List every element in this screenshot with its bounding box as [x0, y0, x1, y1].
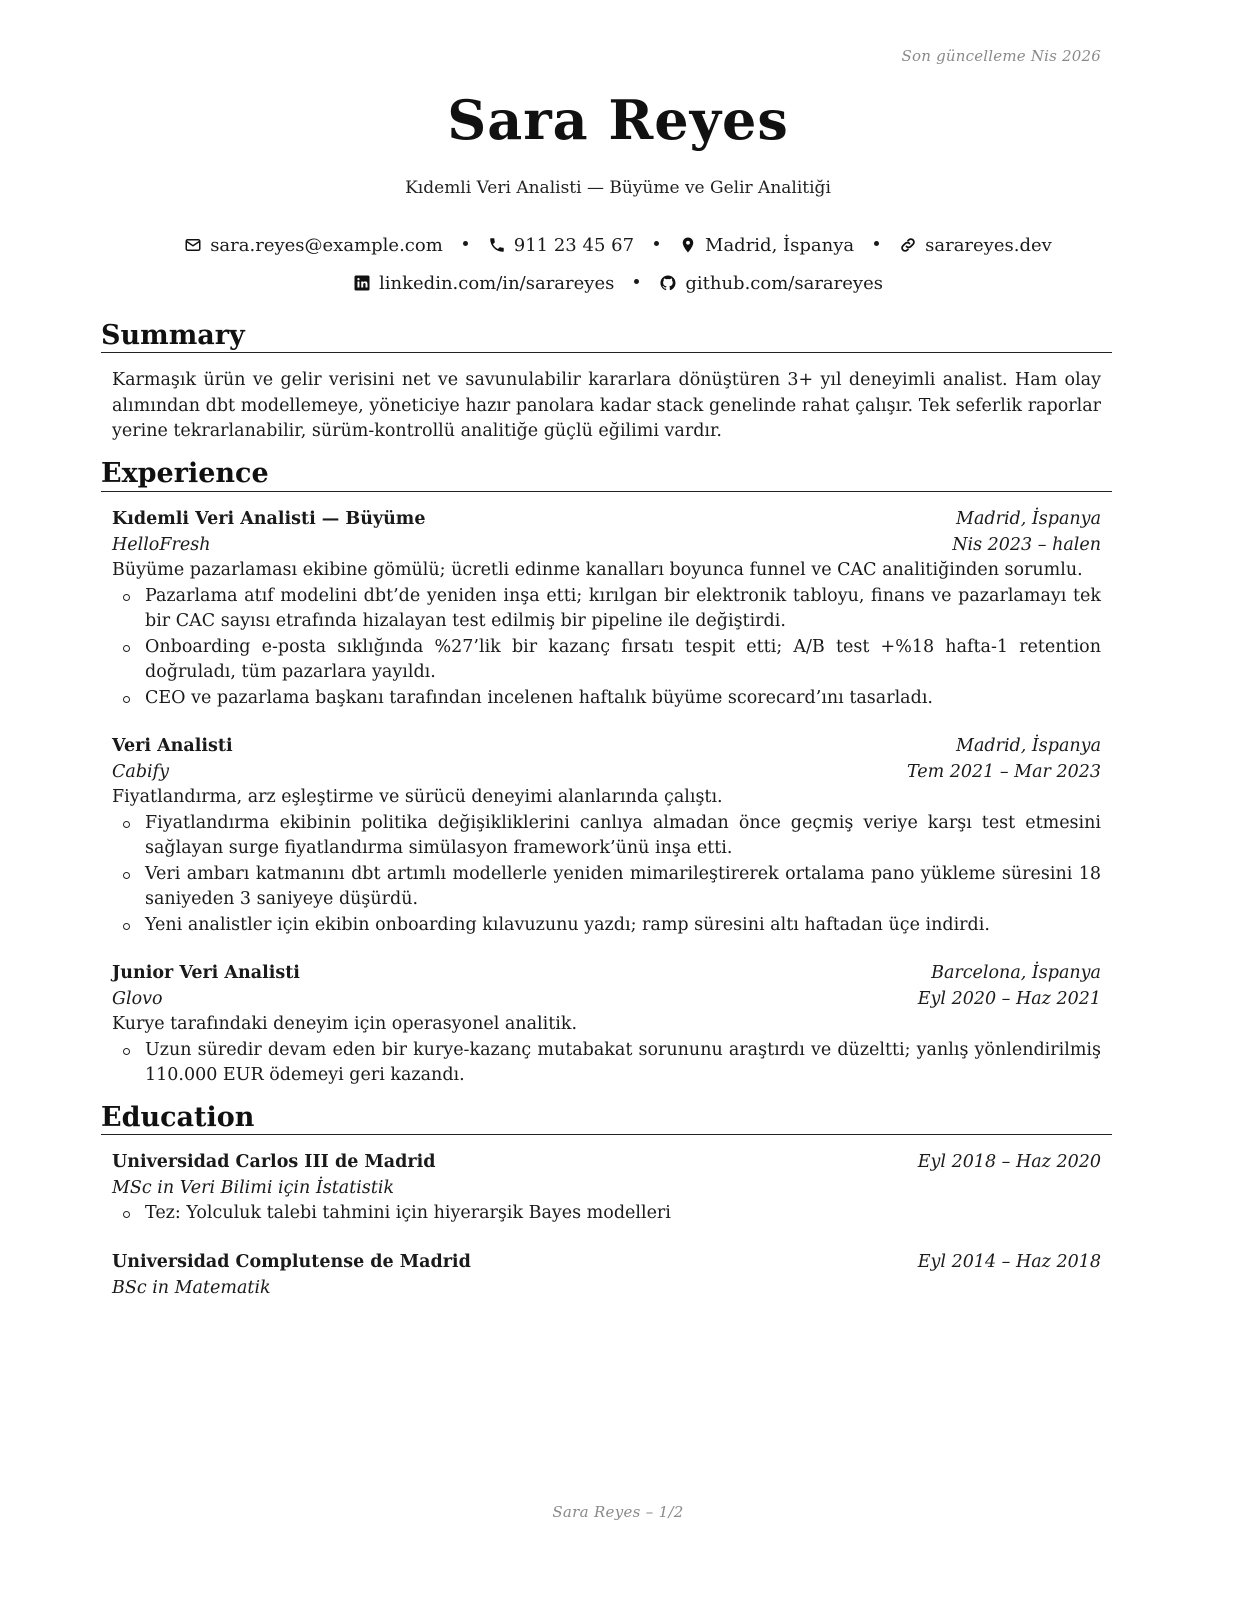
job-title: Kıdemli Veri Analisti — Büyüme: [112, 509, 426, 529]
company-name: HelloFresh: [112, 534, 211, 555]
github-icon: [659, 274, 677, 292]
section-title-summary: Summary: [101, 320, 245, 351]
job-location: Madrid, İspanya: [956, 509, 1101, 529]
job-title: Veri Analisti: [112, 736, 233, 756]
company-name: Glovo: [112, 988, 163, 1009]
contact-row-2: [0, 272, 1236, 294]
list-item: Onboarding e-posta sıklığında %27’lik bir kazanç fırsatı tespit etti; A/B test +%18 hafta-1 retention doğruladı, tüm pazarlara yayıldı.: [112, 635, 1101, 686]
linkedin-icon: [353, 274, 371, 292]
education-entry: [112, 1150, 1101, 1227]
list-item: CEO ve pazarlama başkanı tarafından incelenen haftalık büyüme scorecard’ını tasarladı.: [112, 686, 1101, 712]
education-dates: Eyl 2018 – Haz 2020: [917, 1152, 1101, 1172]
experience-entry: [112, 734, 1101, 938]
list-item: Yeni analistler için ekibin onboarding kılavuzunu yazdı; ramp süresini altı haftadan üçe indirdi.: [112, 913, 1101, 939]
list-item: Uzun süredir devam eden bir kurye-kazanç mutabakat sorununu araştırdı ve düzeltti; yanlış yönlendirilmiş 110.000 EUR ödemeyi geri kazandı.: [112, 1038, 1101, 1089]
page-footer: Sara Reyes – 1/2: [552, 1503, 684, 1521]
link-icon: [899, 236, 917, 254]
linkedin-text: linkedin.com/in/sarareyes: [379, 272, 615, 294]
job-description: Kurye tarafındaki deneyim için operasyonel analitik.: [112, 1014, 578, 1034]
contact-phone[interactable]: [488, 235, 634, 256]
section-rule: [101, 491, 1112, 492]
contact-email[interactable]: [184, 235, 443, 256]
list-item: Pazarlama atıf modelini dbt’de yeniden inşa etti; kırılgan bir elektronik tabloyu, finans ve pazarlamayı tek bir CAC sayısı etrafında hizalayan test edilmiş bir pipeline ile değiştirdi.: [112, 584, 1101, 635]
section-rule: [101, 352, 1112, 353]
separator-dot: [874, 241, 879, 246]
map-pin-icon: [679, 236, 697, 254]
job-dates: Eyl 2020 – Haz 2021: [917, 988, 1101, 1009]
job-title: Junior Veri Analisti: [112, 963, 300, 983]
list-item: Veri ambarı katmanını dbt artımlı modellerle yeniden mimarileştirerek ortalama pano yükleme süresini 18 saniyeden 3 saniyeye düşürdü.: [112, 862, 1101, 913]
bullet-list: [112, 1201, 1101, 1227]
school-name: Universidad Carlos III de Madrid: [112, 1152, 436, 1172]
section-title-experience: Experience: [101, 458, 269, 489]
location-text: Madrid, İspanya: [705, 234, 855, 256]
phone-text: 911 23 45 67: [513, 234, 635, 256]
section-rule: [101, 1134, 1112, 1135]
list-item: Tez: Yolculuk talebi tahmini için hiyerarşik Bayes modelleri: [112, 1201, 1101, 1227]
list-item: Fiyatlandırma ekibinin politika değişikliklerini canlıya almadan önce geçmiş veriye karşı test etmesini sağlayan surge fiyatlandırma simülasyon framework’ünü inşa etti.: [112, 811, 1101, 862]
degree-name: BSc in Matematik: [112, 1277, 271, 1298]
contact-github[interactable]: [659, 273, 883, 294]
job-description: Büyüme pazarlaması ekibine gömülü; ücretli edinme kanalları boyunca funnel ve CAC analitiğinden sorumlu.: [112, 560, 1083, 580]
job-description: Fiyatlandırma, arz eşleştirme ve sürücü deneyimi alanlarında çalıştı.: [112, 787, 723, 807]
contact-location: [679, 235, 854, 256]
bullet-list: [112, 584, 1101, 712]
job-location: Barcelona, İspanya: [931, 963, 1101, 983]
separator-dot: [654, 241, 659, 246]
education-entry: [112, 1250, 1101, 1301]
section-title-education: Education: [101, 1102, 255, 1133]
contact-row-1: [0, 234, 1236, 256]
separator-dot: [634, 279, 639, 284]
education-dates: Eyl 2014 – Haz 2018: [917, 1252, 1101, 1272]
experience-entry: [112, 961, 1101, 1089]
bullet-list: [112, 811, 1101, 939]
separator-dot: [463, 241, 468, 246]
job-dates: Tem 2021 – Mar 2023: [906, 761, 1101, 782]
headline: Kıdemli Veri Analisti — Büyüme ve Gelir Analitiği: [405, 178, 831, 198]
job-dates: Nis 2023 – halen: [952, 534, 1101, 555]
envelope-icon: [184, 236, 202, 254]
company-name: Cabify: [112, 761, 169, 782]
job-location: Madrid, İspanya: [956, 736, 1101, 756]
website-text: sarareyes.dev: [925, 234, 1052, 256]
email-text: sara.reyes@example.com: [210, 234, 443, 256]
experience-entry: [112, 507, 1101, 711]
summary-text: Karmaşık ürün ve gelir verisini net ve savunulabilir kararlara dönüştüren 3+ yıl deneyimli analist. Ham olay alımından dbt modellemeye, yöneticiye hazır panolara kadar stack genelinde rahat çalışır. Tek seferlik raporlar yerine tekrarlanabilir, sürüm-kontrollü analitiğe güçlü eğilimi vardır.: [112, 370, 1101, 441]
last-updated: Son güncelleme Nis 2026: [901, 47, 1101, 65]
contact-website[interactable]: [899, 235, 1052, 256]
school-name: Universidad Complutense de Madrid: [112, 1252, 471, 1272]
contact-linkedin[interactable]: [353, 273, 614, 294]
bullet-list: [112, 1038, 1101, 1089]
github-text: github.com/sarareyes: [685, 272, 883, 294]
candidate-name: Sara Reyes: [447, 88, 789, 152]
phone-icon: [488, 236, 506, 254]
degree-name: MSc in Veri Bilimi için İstatistik: [112, 1177, 395, 1198]
